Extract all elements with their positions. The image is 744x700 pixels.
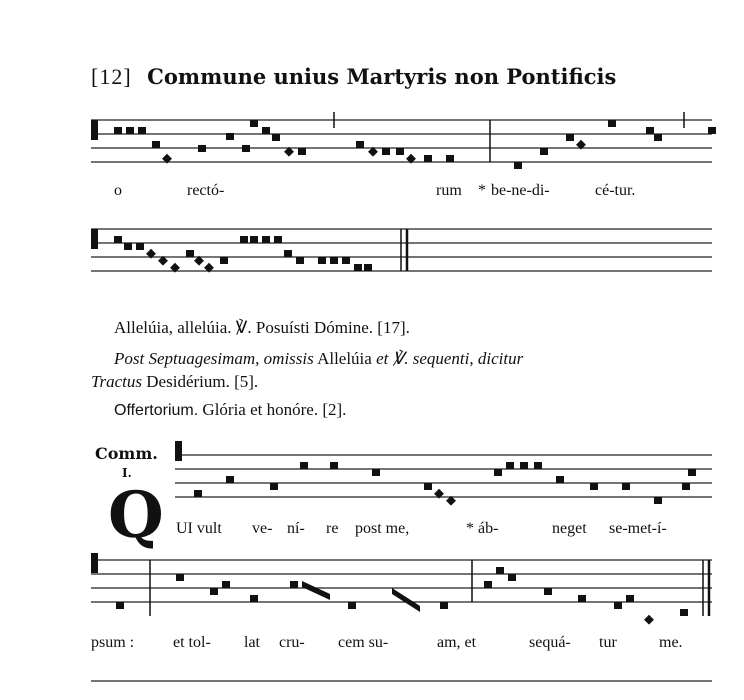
lyric-syllable: am, et — [437, 634, 477, 651]
initial-letter: Q — [108, 478, 164, 553]
lyric-syllable: cem su- — [338, 634, 389, 651]
communion-label: Comm. — [95, 444, 158, 463]
offertory-label: Offertorium. — [114, 402, 199, 419]
lyric-syllable: me. — [659, 634, 683, 651]
rubric-roman-text: Allelúia — [317, 349, 372, 368]
lyric-syllable: cé-tur. — [595, 182, 636, 199]
rubric-roman-text: Glória et honóre. [2]. — [202, 400, 347, 419]
lyric-syllable: * áb- — [466, 520, 499, 537]
lyric-syllable: et tol- — [173, 634, 211, 651]
rubric-tract-line — [91, 372, 258, 392]
lyric-syllable: lat — [244, 634, 260, 651]
lyric-syllable: re — [326, 520, 339, 537]
lyric-syllable: ve- — [252, 520, 273, 537]
lyric-syllable: rum — [436, 182, 462, 199]
lyric-syllable: sequá- — [529, 634, 571, 651]
rubric-italic-text: et ℣. sequenti, dicitur — [376, 349, 524, 368]
chant-number: [12] — [91, 64, 132, 89]
lyric-syllable: neget — [552, 520, 587, 537]
lyric-syllable: ní- — [287, 520, 305, 537]
lyric-syllable: psum : — [91, 634, 135, 651]
lyric-syllable: UI vult — [176, 520, 222, 537]
lyric-syllable: rectó- — [187, 182, 225, 199]
lyric-syllable: be-ne-di- — [491, 182, 550, 199]
rubric-roman-text: Desidérium. [5]. — [146, 372, 259, 391]
lyric-syllable: cru- — [279, 634, 305, 651]
lyric-syllable: post me, — [355, 520, 410, 537]
lyric-asterisk: * — [478, 182, 486, 199]
rubric-alleluia-line: Allelúia, allelúia. ℣. Posuísti Dómine. [17]. — [114, 318, 410, 337]
chant-title: Commune unius Martyris non Pontificis — [147, 64, 617, 89]
rubric-septuagesima-line — [114, 349, 523, 369]
rubric-italic-text: Post Septuagesimam, omissis — [114, 349, 314, 368]
rubric-italic-text: Tractus — [91, 372, 143, 391]
rubric-offertory-line — [114, 400, 346, 420]
communion-mode: I. — [122, 466, 132, 480]
lyric-syllable: se-met-í- — [609, 520, 667, 537]
lyric-syllable: o — [114, 182, 122, 199]
lyric-syllable: tur — [599, 634, 617, 651]
